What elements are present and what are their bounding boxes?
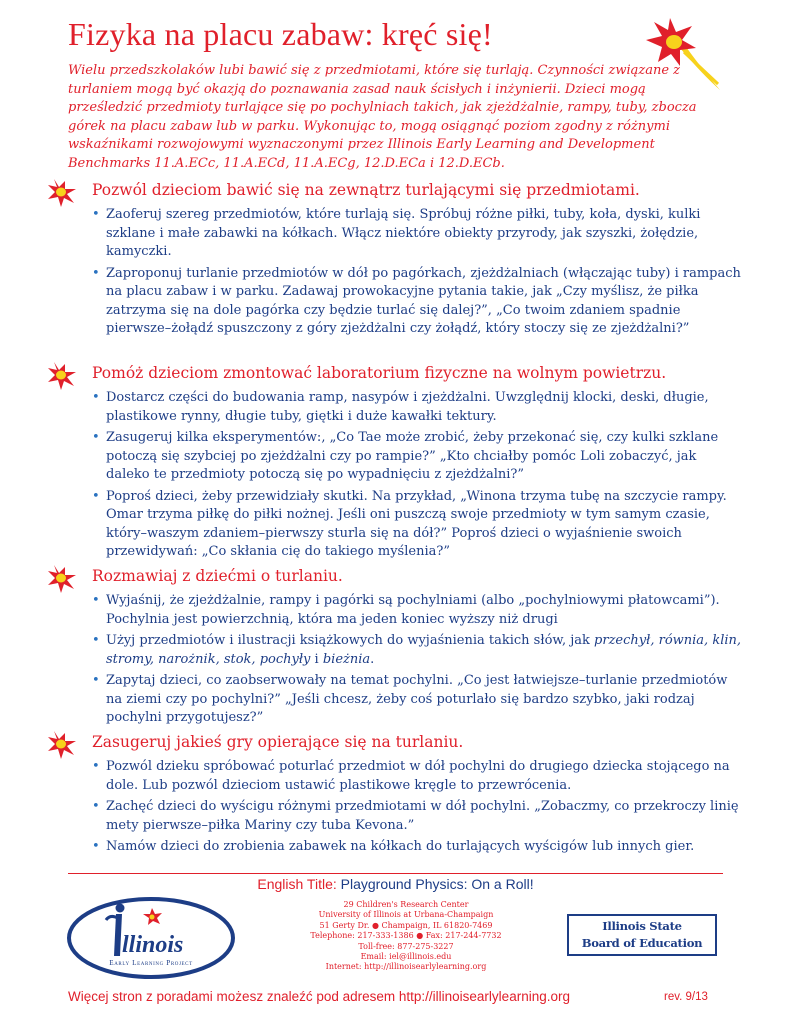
logo-wordmark: llinois	[122, 932, 184, 958]
isbe-line-2: Board of Education	[581, 936, 703, 950]
vocabulary-term-last: bieżnia	[322, 651, 371, 667]
contact-website[interactable]: Internet: http://illinoisearlylearning.org	[325, 962, 487, 972]
contact-line: 51 Gerty Dr. ● Champaign, IL 61820-7469	[319, 920, 493, 930]
more-tips-link[interactable]: Więcej stron z poradami możesz znaleźć pod adresem http://illinoisearlylearning.org	[68, 989, 570, 1004]
bullet-dot-icon: •	[92, 799, 100, 814]
section-heading: Pomóż dzieciom zmontować laboratorium fizyczne na wolnym powietrzu.	[92, 364, 667, 382]
logo-subtitle: Early Learning Project	[109, 959, 193, 967]
bullet-dot-icon: •	[92, 633, 100, 648]
page-title: Fizyka na placu zabaw: kręć się!	[68, 16, 493, 52]
list-item: • Zaproponuj turlanie przedmiotów w dół po pagórkach, zjeżdżalniach (włączając tuby) i rampach na placu zabaw i w parku. Zadawaj prowokacyjne pytania takie, jak „Czy myślisz, że piłka zatrzyma się na dole pagórka czy będzie turlać się dalej?”, „Co twoim zdaniem spadnie pierwsze–żołądź spuszczony z góry zjeżdżalni czy żołądź, który stoczy się ze zjeżdżalni?”	[92, 265, 741, 336]
isbe-logo-box	[567, 914, 717, 956]
contact-line: Telephone: 217-333-1386 ● Fax: 217-244-7732	[310, 931, 502, 941]
bullet-dot-icon: •	[92, 430, 100, 445]
list-item: • Namów dzieci do zrobienia zabawek na kółkach do turlających wyścigów lub innych gier.	[92, 838, 742, 857]
english-title: English Title: Playground Physics: On a Roll!	[257, 876, 534, 892]
contact-email[interactable]: Email: iel@illinois.edu	[360, 952, 452, 962]
section-heading: Rozmawiaj z dziećmi o turlaniu.	[92, 567, 343, 585]
bullet-dot-icon: •	[92, 759, 100, 774]
contact-line: 29 Children's Research Center	[343, 900, 469, 909]
bullet-dot-icon: •	[92, 390, 100, 405]
bullet-list	[92, 758, 742, 860]
intro-paragraph: Wielu przedszkolaków lubi bawić się z przedmiotami, które się turlają. Czynności związane z turlaniem mogą być okazją do poznawania zasad nauk ścisłych i inżynierii. Dzieci mogą prześledzić przedmioty turlające się po pochylniach takich, jak zjeżdżalnie, rampy, tuby, zbocza górek na placu zabaw lub w parku. Wykonując to, mogą osiągnąć poziom zgodny z różnymi wskaźnikami rozwojowymi wyznaczonymi przez Illinois Early Learning and Development Benchmarks 11.A.ECc, 11.A.ECd, 11.A.ECg, 12.D.ECa i 12.D.ECb.	[68, 63, 697, 171]
illinois-early-learning-logo	[66, 894, 236, 980]
bullet-list	[92, 389, 742, 565]
list-item: • Zasugeruj kilka eksperymentów:, „Co Tae może zrobić, żeby przekonać się, czy kulki szklane potoczą się szybciej po zjeżdżalni czy po rampie?” „Kto chciałby pomóc Loli zobaczyć, jak daleko te przedmioty potoczą się po wypadnięciu z zjeżdżalni?”	[92, 430, 719, 482]
list-item: • Wyjaśnij, że zjeżdżalnie, rampy i pagórki są pochylniami (albo „pochylniowymi płatowcami”). Pochylnia jest powierzchnią, która ma jeden koniec wyższy niż drugi	[92, 593, 720, 627]
list-item: • Poproś dzieci, żeby przewidziały skutki. Na przykład, „Winona trzyma tubę na szczycie rampy. Omar trzyma piłkę do piłki nożnej. Jeśli oni puszczą swoje przedmioty w tym samym czasie, który–waszym zdaniem–pierwszy sturla się na dół?” Poproś dzieci o wyjaśnienie swoich przewidywań: „Co skłania cię do takiego myślenia?”	[92, 488, 727, 559]
star-bullet-icon	[48, 731, 78, 759]
contact-line: University of Illinois at Urbana-Champaign	[318, 910, 494, 920]
contact-line: Toll-free: 877-275-3227	[358, 941, 454, 951]
bullet-dot-icon: •	[92, 593, 100, 608]
star-bullet-icon	[48, 179, 78, 207]
contact-block	[296, 900, 516, 973]
bullet-dot-icon: •	[92, 265, 100, 281]
bullet-list	[92, 592, 742, 731]
revision-date: rev. 9/13	[664, 991, 708, 1003]
bullet-list	[92, 206, 742, 342]
bullet-dot-icon: •	[92, 488, 100, 504]
list-item: • Zachęć dzieci do wyścigu różnymi przedmiotami w dół pochylni. „Zobaczmy, co przekroczy linię mety pierwsze–piłka Mariny czy tuba Kevona.”	[92, 799, 739, 833]
list-item: • Pozwól dzieku spróbować poturlać przedmiot w dół pochylni do drugiego dziecka stojącego na dole. Lub pozwól dzieciom ustawić plastikowe kręgle to przewrócenia.	[92, 759, 730, 793]
bullet-dot-icon: •	[92, 839, 100, 854]
list-item: • Zaoferuj szereg przedmiotów, które turlają się. Spróbuj różne piłki, tuby, koła, dyski, kulki szklane i małe zabawki na kółkach. Włącz niektóre obiekty przyrody, jak szyszki, żołędzie, kamyczki.	[92, 207, 701, 259]
section-heading: Zasugeruj jakieś gry opierające się na turlaniu.	[92, 733, 464, 751]
star-bullet-icon	[48, 362, 78, 390]
bullet-dot-icon: •	[92, 673, 100, 688]
list-item: • Zapytaj dzieci, co zaobserwowały na temat pochylni. „Co jest łatwiejsze–turlanie przedmiotów na ziemi czy po pochylni?” „Jeśli chcesz, żeby coś poturlało się bardzo szybko, jaki rodzaj pochylni przygotujesz?”	[92, 673, 728, 725]
isbe-line-1: Illinois State	[602, 919, 682, 933]
vocabulary-terms: przechył, równia, klin, stromy, narożnik, stok, pochyły	[106, 633, 742, 667]
footer-divider	[68, 873, 723, 874]
list-item: • Dostarcz części do budowania ramp, nasypów i zjeżdżalni. Uwzględnij klocki, deski, długie, plastikowe rynny, długie tuby, giętki i duże kawałki tektury.	[92, 390, 709, 424]
star-bullet-icon	[48, 565, 78, 593]
section-heading: Pozwól dzieciom bawić się na zewnątrz turlającymi się przedmiotami.	[92, 181, 640, 199]
list-item: • Użyj przedmiotów i ilustracji książkowych do wyjaśnienia takich słów, jak przechył, równia, klin, stromy, narożnik, stok, pochyły i bieżnia.	[92, 633, 742, 667]
bullet-dot-icon: •	[92, 207, 100, 222]
